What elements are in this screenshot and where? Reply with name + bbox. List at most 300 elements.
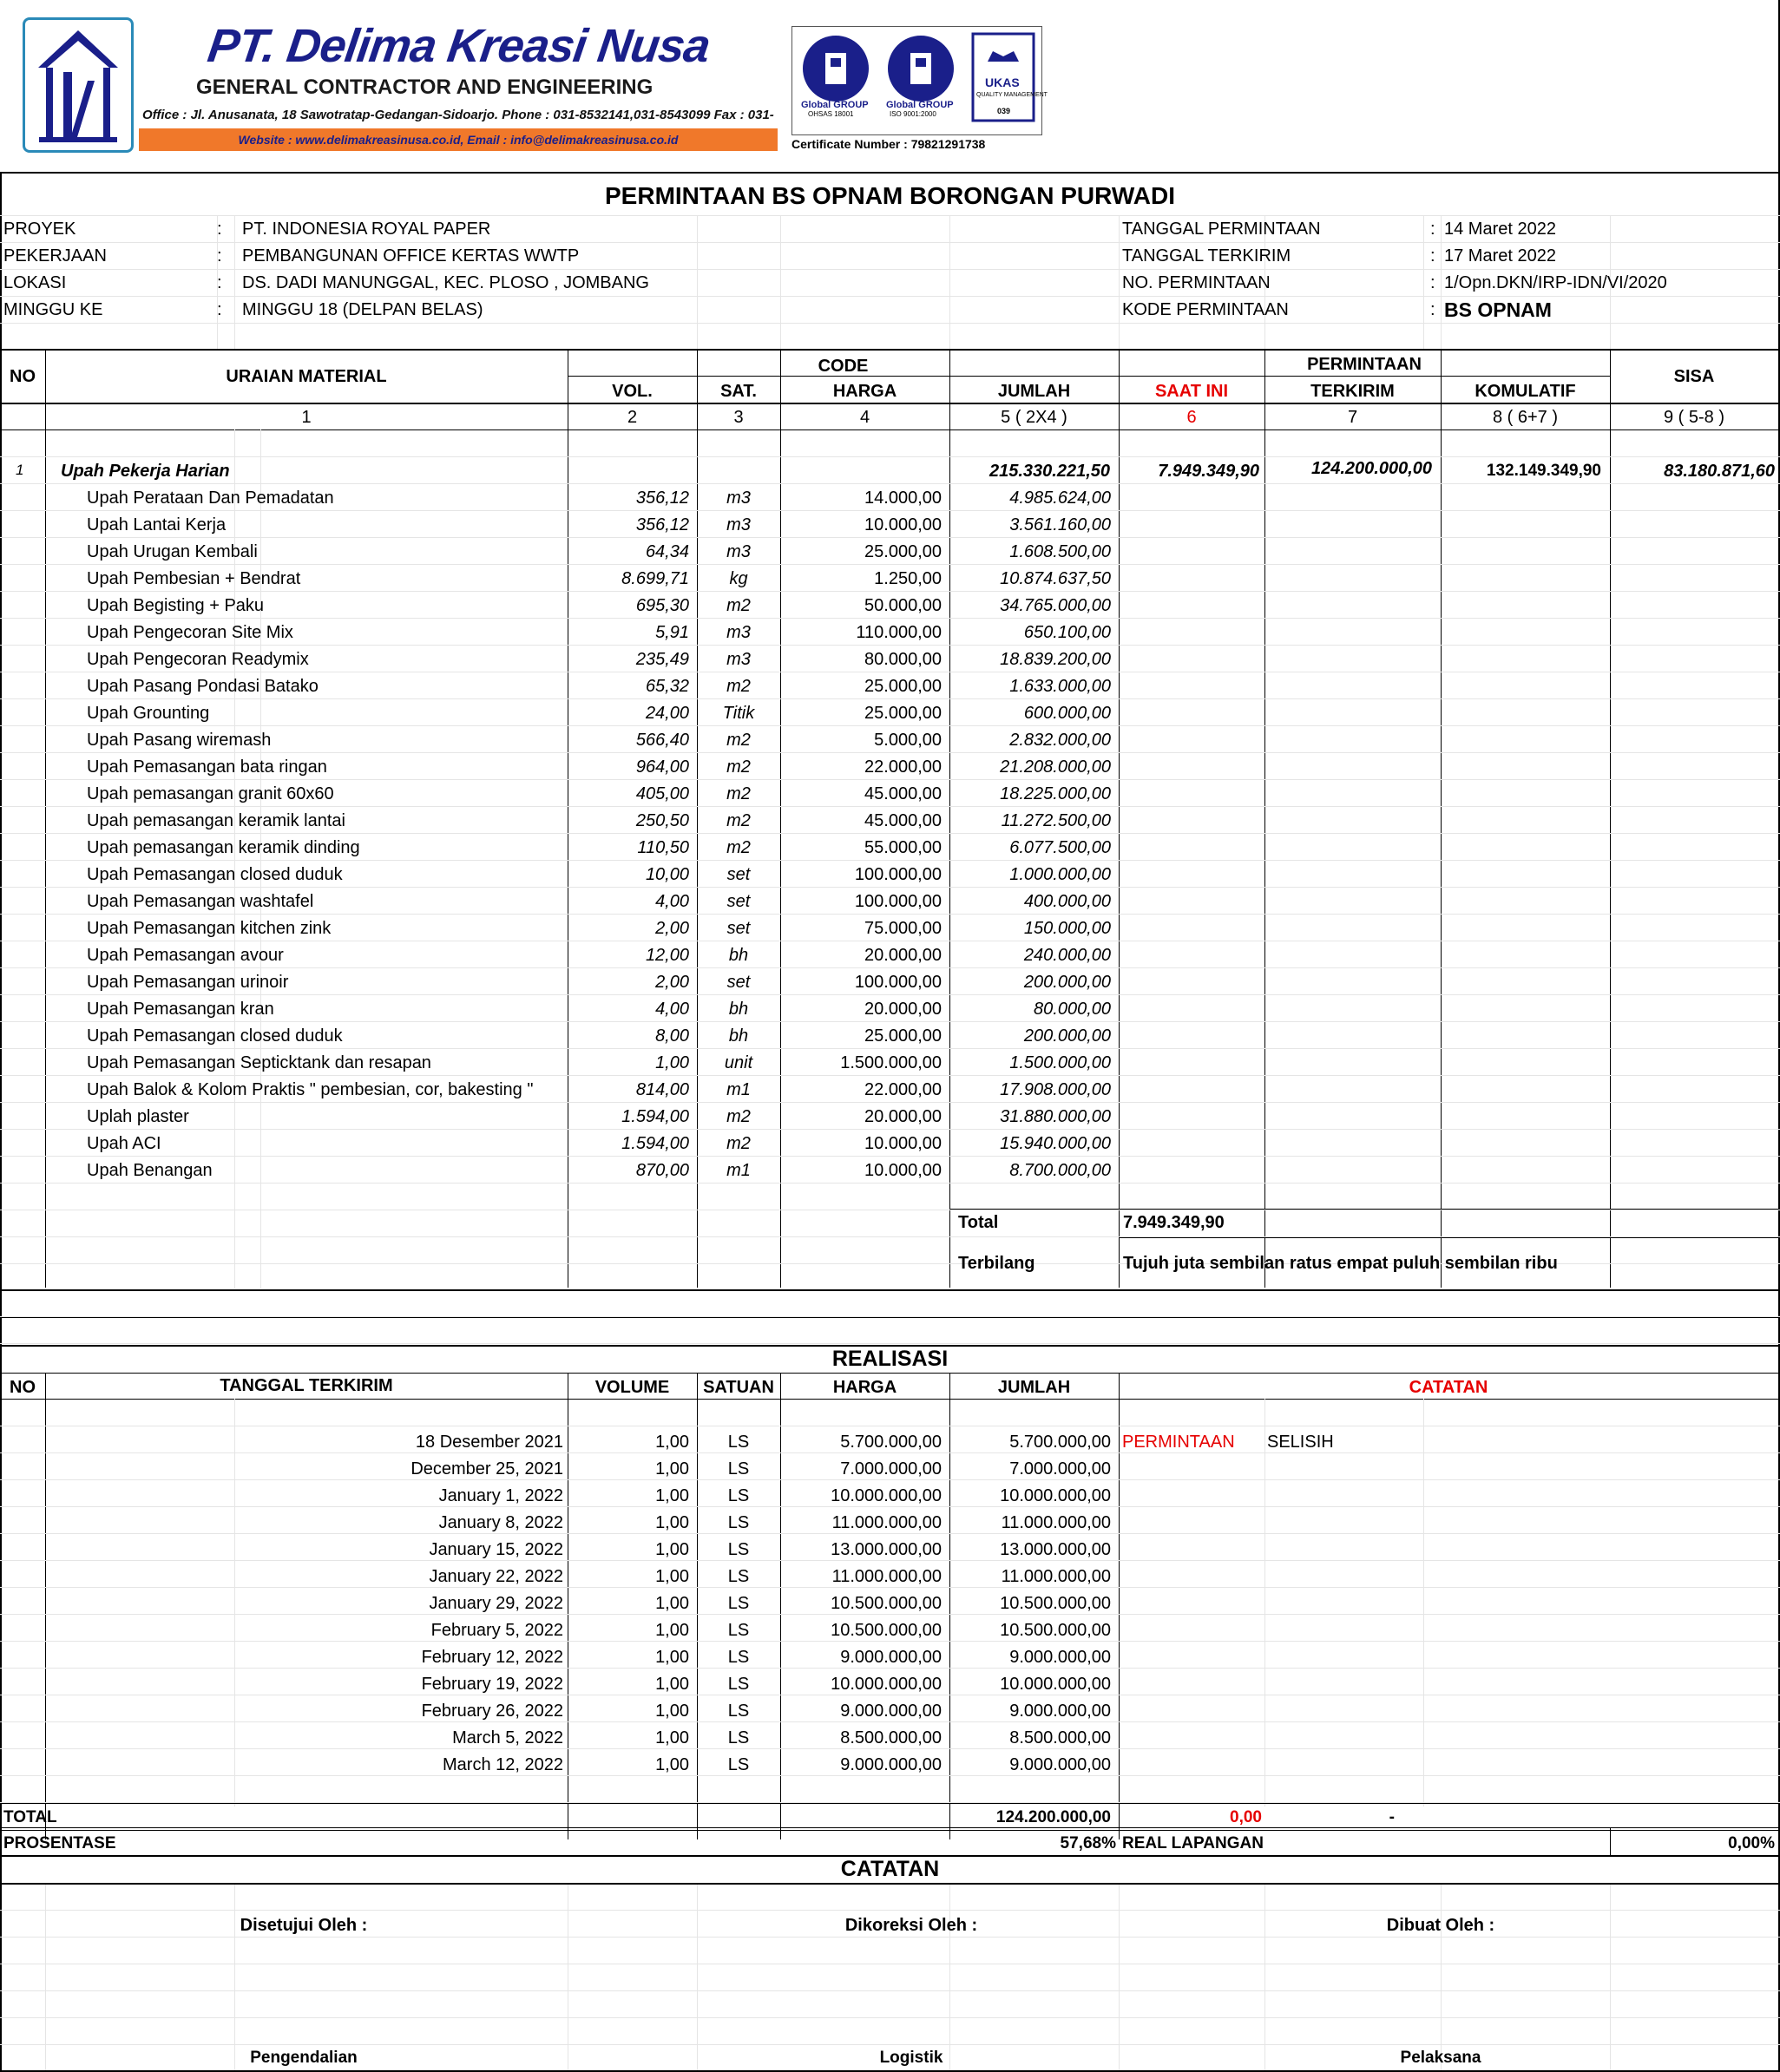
- item-name: Upah pemasangan granit 60x60: [87, 784, 334, 803]
- item-sat: m3: [726, 650, 751, 669]
- signature-vgridline-5: [1119, 1885, 1120, 2070]
- row-gridline: [0, 618, 1780, 619]
- signature-role: Pengendalian: [250, 2049, 358, 2067]
- info-vgridline-1: [234, 215, 235, 349]
- realisasi-col-line-0: [45, 1373, 46, 1839]
- info-value-left: PEMBANGUNAN OFFICE KERTAS WWTP: [242, 246, 580, 266]
- item-vol: 235,49: [635, 650, 689, 669]
- info-gridline-2: [0, 269, 1780, 270]
- row-gridline: [0, 645, 1780, 646]
- realisasi-jumlah: 5.700.000,00: [1009, 1433, 1111, 1452]
- item-harga: 25.000,00: [864, 542, 942, 561]
- item-harga: 25.000,00: [864, 677, 942, 696]
- item-vol: 2,00: [655, 973, 689, 992]
- header-index-1: 1: [301, 408, 312, 427]
- realisasi-jumlah: 7.000.000,00: [1009, 1459, 1111, 1479]
- info-colon-right: :: [1430, 220, 1435, 239]
- info-colon-left: :: [217, 246, 222, 266]
- header-komulatif: KOMULATIF: [1475, 382, 1576, 401]
- realisasi-row-gridline: [0, 1533, 1780, 1534]
- item-sat: m2: [726, 596, 751, 615]
- realisasi-volume: 1,00: [655, 1648, 689, 1667]
- row-gridline: [0, 537, 1780, 538]
- item-jumlah: 1.633.000,00: [1009, 677, 1111, 696]
- item-jumlah: 34.765.000,00: [1000, 596, 1111, 615]
- item-name: Upah Pemasangan urinoir: [87, 973, 289, 992]
- signature-label: Disetujui Oleh :: [240, 1916, 368, 1935]
- catatan-title: CATATAN: [840, 1857, 940, 1881]
- realisasi-jumlah: 9.000.000,00: [1009, 1755, 1111, 1774]
- item-jumlah: 18.839.200,00: [1000, 650, 1111, 669]
- realisasi-jumlah: 10.500.000,00: [1000, 1621, 1111, 1640]
- item-harga: 5.000,00: [874, 731, 942, 750]
- item-harga: 20.000,00: [864, 1000, 942, 1019]
- realisasi-total-permintaan: 0,00: [1230, 1808, 1262, 1826]
- realisasi-header-tanggal: TANGGAL TERKIRIM: [220, 1376, 393, 1395]
- info-label-left: LOKASI: [3, 273, 67, 292]
- realisasi-jumlah: 10.000.000,00: [1000, 1486, 1111, 1505]
- item-sat: set: [726, 892, 751, 911]
- row-gridline: [0, 914, 1780, 915]
- header-index-7: 7: [1347, 408, 1358, 427]
- realisasi-row-gridline: [0, 1775, 1780, 1776]
- realisasi-satuan: LS: [727, 1755, 750, 1774]
- signature-vgridline-4: [949, 1885, 950, 2070]
- item-vol: 65,32: [645, 677, 689, 696]
- item-name: Upah Pemasangan closed duduk: [87, 865, 343, 884]
- item-harga: 10.000,00: [864, 1161, 942, 1180]
- item-jumlah: 1.500.000,00: [1009, 1053, 1111, 1072]
- item-vol: 64,34: [645, 542, 689, 561]
- item-name: Upah pemasangan keramik dinding: [87, 838, 360, 857]
- header-vol: VOL.: [612, 382, 653, 401]
- item-sat: m2: [726, 677, 751, 696]
- frame-left: [0, 174, 2, 2072]
- item-harga: 25.000,00: [864, 1026, 942, 1046]
- info-value-left: MINGGU 18 (DELPAN BELAS): [242, 300, 483, 319]
- item-sat: m3: [726, 623, 751, 642]
- realisasi-volume: 1,00: [655, 1755, 689, 1774]
- realisasi-harga: 11.000.000,00: [831, 1513, 942, 1532]
- item-sat: m3: [726, 542, 751, 561]
- item-jumlah: 200.000,00: [1023, 973, 1111, 992]
- prosentase-top-2: [0, 1830, 1780, 1831]
- realisasi-volume: 1,00: [655, 1540, 689, 1559]
- item-jumlah: 1.608.500,00: [1009, 542, 1111, 561]
- index-row-bottom: [0, 429, 1780, 430]
- realisasi-volume: 1,00: [655, 1486, 689, 1505]
- group-jumlah: 215.330.221,50: [989, 462, 1110, 481]
- item-sat: m3: [726, 515, 751, 534]
- realisasi-row-gridline: [0, 1587, 1780, 1588]
- realisasi-total-top: [0, 1803, 1780, 1804]
- cert-logo1-text: Global GROUP: [801, 100, 869, 110]
- group-komulatif: 132.149.349,90: [1486, 462, 1601, 480]
- terbilang-label: Terbilang: [958, 1254, 1035, 1273]
- realisasi-row-gridline: [0, 1614, 1780, 1615]
- group-terkirim: 124.200.000,00: [1310, 459, 1432, 478]
- item-vol: 870,00: [635, 1161, 689, 1180]
- info-label-left: PEKERJAAN: [3, 246, 107, 266]
- item-sat: m1: [726, 1080, 751, 1099]
- item-jumlah: 6.077.500,00: [1009, 838, 1111, 857]
- info-value-right: BS OPNAM: [1444, 298, 1552, 321]
- realisasi-harga: 5.700.000,00: [840, 1433, 942, 1452]
- info-value-right: 1/Opn.DKN/IRP-IDN/VI/2020: [1444, 273, 1667, 292]
- item-vol: 566,40: [635, 731, 689, 750]
- item-name: Upah Pengecoran Readymix: [87, 650, 309, 669]
- item-jumlah: 17.908.000,00: [1000, 1080, 1111, 1099]
- realisasi-volume: 1,00: [655, 1594, 689, 1613]
- material-col-line-0: [45, 349, 46, 1288]
- signature-vgridline-1: [234, 1885, 235, 2070]
- realisasi-jumlah: 10.000.000,00: [1000, 1675, 1111, 1694]
- item-vol: 356,12: [635, 515, 689, 534]
- item-jumlah: 150.000,00: [1023, 919, 1111, 938]
- item-harga: 20.000,00: [864, 946, 942, 965]
- permintaan-subheader-line: [1119, 376, 1610, 377]
- item-sat: m2: [726, 784, 751, 803]
- info-value-left: PT. INDONESIA ROYAL PAPER: [242, 220, 491, 239]
- signature-role: Pelaksana: [1400, 2049, 1481, 2067]
- item-harga: 1.500.000,00: [840, 1053, 942, 1072]
- item-sat: m2: [726, 731, 751, 750]
- row-gridline: [0, 698, 1780, 699]
- material-col-line-6: [1264, 349, 1265, 1288]
- certification-logos: [791, 26, 1048, 135]
- header-index-8: 8 ( 6+7 ): [1492, 408, 1559, 427]
- item-vol: 12,00: [645, 946, 689, 965]
- item-harga: 25.000,00: [864, 704, 942, 723]
- item-name: Upah Pemasangan washtafel: [87, 892, 314, 911]
- item-sat: m3: [726, 488, 751, 508]
- item-name: Upah Pengecoran Site Mix: [87, 623, 293, 642]
- realisasi-satuan: LS: [727, 1567, 750, 1586]
- info-label-right: KODE PERMINTAAN: [1122, 300, 1289, 319]
- row-gridline: [0, 1048, 1780, 1049]
- item-harga: 80.000,00: [864, 650, 942, 669]
- info-value-right: 14 Maret 2022: [1444, 220, 1556, 239]
- item-jumlah: 80.000,00: [1034, 1000, 1111, 1019]
- item-harga: 100.000,00: [854, 865, 942, 884]
- realisasi-tanggal: January 22, 2022: [429, 1567, 563, 1586]
- realisasi-jumlah: 9.000.000,00: [1009, 1648, 1111, 1667]
- item-jumlah: 31.880.000,00: [1000, 1107, 1111, 1126]
- signature-gridline: [0, 2017, 1780, 2018]
- item-vol: 964,00: [635, 757, 689, 777]
- item-vol: 2,00: [655, 919, 689, 938]
- item-harga: 110.000,00: [856, 623, 942, 642]
- realisasi-jumlah: 13.000.000,00: [1000, 1540, 1111, 1559]
- item-sat: m2: [726, 838, 751, 857]
- header-index-6: 6: [1186, 408, 1197, 427]
- info-vgridline-4: [949, 215, 950, 349]
- item-vol: 110,50: [637, 838, 689, 857]
- header-permintaan: PERMINTAAN: [1307, 355, 1422, 374]
- realisasi-satuan: LS: [727, 1513, 750, 1532]
- item-name: Upah Begisting + Paku: [87, 596, 265, 615]
- header-harga: HARGA: [832, 382, 897, 401]
- item-vol: 356,12: [635, 488, 689, 508]
- item-name: Upah Pemasangan bata ringan: [87, 757, 327, 777]
- uraian-sub-gridline-1: [260, 429, 261, 1288]
- realisasi-harga: 10.500.000,00: [831, 1621, 942, 1640]
- item-jumlah: 18.225.000,00: [1000, 784, 1111, 803]
- cert-logo3-sub: QUALITY MANAGEMENT: [976, 92, 1048, 98]
- realisasi-volume: 1,00: [655, 1621, 689, 1640]
- signature-label: Dikoreksi Oleh :: [844, 1916, 978, 1935]
- realisasi-harga: 10.000.000,00: [831, 1675, 942, 1694]
- realisasi-tanggal: January 15, 2022: [429, 1540, 563, 1559]
- item-jumlah: 15.940.000,00: [1000, 1134, 1111, 1153]
- item-vol: 8,00: [655, 1026, 689, 1046]
- item-vol: 405,00: [635, 784, 689, 803]
- info-value-left: DS. DADI MANUNGGAL, KEC. PLOSO , JOMBANG: [242, 273, 649, 292]
- header-index-4: 4: [859, 408, 870, 427]
- item-harga: 22.000,00: [864, 1080, 942, 1099]
- item-jumlah: 1.000.000,00: [1009, 865, 1111, 884]
- row-gridline: [0, 1156, 1780, 1157]
- item-sat: set: [726, 919, 751, 938]
- realisasi-satuan: LS: [727, 1675, 750, 1694]
- item-sat: m1: [726, 1161, 751, 1180]
- signature-label: Dibuat Oleh :: [1386, 1916, 1495, 1935]
- realisasi-satuan: LS: [727, 1486, 750, 1505]
- realisasi-tanggal: February 12, 2022: [421, 1648, 563, 1667]
- item-name: Upah Pemasangan closed duduk: [87, 1026, 343, 1046]
- row-gridline: [0, 725, 1780, 726]
- realisasi-satuan: LS: [727, 1728, 750, 1747]
- realisasi-jumlah: 10.500.000,00: [1000, 1594, 1111, 1613]
- info-vgridline-8: [1441, 215, 1442, 349]
- info-label-right: NO. PERMINTAAN: [1122, 273, 1271, 292]
- realisasi-tanggal: January 29, 2022: [429, 1594, 563, 1613]
- info-colon-right: :: [1430, 300, 1435, 319]
- item-harga: 55.000,00: [864, 838, 942, 857]
- signature-gridline: [0, 1910, 1780, 1911]
- realisasi-volume: 1,00: [655, 1702, 689, 1721]
- item-sat: bh: [728, 1026, 749, 1046]
- signature-vgridline-7: [1441, 1885, 1442, 2070]
- prosentase-top: [0, 1827, 1780, 1828]
- row-gridline: [0, 1183, 1780, 1184]
- row-gridline: [0, 994, 1780, 995]
- realisasi-header-no: NO: [10, 1378, 36, 1397]
- item-jumlah: 4.985.624,00: [1009, 488, 1111, 508]
- realisasi-volume: 1,00: [655, 1567, 689, 1586]
- realisasi-volume: 1,00: [655, 1513, 689, 1532]
- realisasi-note-selisih: SELISIH: [1267, 1433, 1334, 1452]
- realisasi-row-gridline: [0, 1506, 1780, 1507]
- prosentase-value: 57,68%: [1060, 1834, 1116, 1852]
- item-sat: set: [726, 865, 751, 884]
- row-gridline: [0, 806, 1780, 807]
- realisasi-satuan: LS: [727, 1433, 750, 1452]
- info-colon-right: :: [1430, 246, 1435, 266]
- item-vol: 8.699,71: [621, 569, 689, 588]
- realisasi-row-gridline: [0, 1560, 1780, 1561]
- item-harga: 45.000,00: [864, 811, 942, 830]
- signature-gridline: [0, 1937, 1780, 1938]
- realisasi-row-gridline: [0, 1641, 1780, 1642]
- realisasi-jumlah: 11.000.000,00: [1001, 1567, 1111, 1586]
- item-vol: 250,50: [635, 811, 689, 830]
- realisasi-header-catatan: CATATAN: [1409, 1378, 1488, 1397]
- group-sisa: 83.180.871,60: [1664, 462, 1775, 481]
- certificate-number: Certificate Number : 79821291738: [791, 137, 986, 151]
- realisasi-total-jumlah: 124.200.000,00: [995, 1808, 1111, 1826]
- realisasi-jumlah: 11.000.000,00: [1001, 1513, 1111, 1532]
- item-name: Upah Pemasangan kitchen zink: [87, 919, 332, 938]
- realisasi-sub-gridline: [234, 1399, 235, 1806]
- realisasi-row-gridline: [0, 1668, 1780, 1669]
- item-vol: 1.594,00: [621, 1107, 689, 1126]
- item-name: Upah Grounting: [87, 704, 210, 723]
- page-title: PERMINTAAN BS OPNAM BORONGAN PURWADI: [605, 182, 1175, 209]
- item-vol: 4,00: [655, 1000, 689, 1019]
- row-gridline: [0, 752, 1780, 753]
- item-vol: 1,00: [655, 1053, 689, 1072]
- info-label-left: MINGGU KE: [3, 300, 103, 319]
- realisasi-total-label: TOTAL: [3, 1808, 57, 1826]
- realisasi-row-gridline: [0, 1452, 1780, 1453]
- row-gridline: [0, 779, 1780, 780]
- realisasi-header-jumlah: JUMLAH: [997, 1378, 1071, 1397]
- item-jumlah: 11.272.500,00: [1001, 811, 1111, 830]
- realisasi-volume: 1,00: [655, 1433, 689, 1452]
- item-name: Upah Pasang Pondasi Batako: [87, 677, 319, 696]
- header-sisa: SISA: [1673, 367, 1715, 386]
- info-colon-left: :: [217, 300, 222, 319]
- item-name: Upah Urugan Kembali: [87, 542, 258, 561]
- item-jumlah: 650.100,00: [1023, 623, 1111, 642]
- frame-top-after-header: [0, 172, 1780, 174]
- row-gridline: [0, 967, 1780, 968]
- header-saat-ini: SAAT INI: [1154, 382, 1229, 401]
- realisasi-tanggal: March 12, 2022: [443, 1755, 563, 1774]
- item-vol: 1.594,00: [621, 1134, 689, 1153]
- item-name: Upah Pembesian + Bendrat: [87, 569, 301, 588]
- realisasi-satuan: LS: [727, 1540, 750, 1559]
- material-table-bottom: [0, 1289, 1780, 1291]
- header-index-9: 9 ( 5-8 ): [1663, 408, 1725, 427]
- realisasi-header-volume: VOLUME: [594, 1378, 670, 1397]
- realisasi-harga: 7.000.000,00: [840, 1459, 942, 1479]
- real-lapangan-label: REAL LAPANGAN: [1122, 1834, 1264, 1852]
- realisasi-harga: 10.000.000,00: [831, 1486, 942, 1505]
- row-gridline: [0, 1102, 1780, 1103]
- catatan-bottom: [0, 1883, 1780, 1885]
- signature-vgridline-0: [45, 1885, 46, 2070]
- realisasi-col-line-5: [1119, 1373, 1120, 1839]
- header-jumlah: JUMLAH: [997, 382, 1071, 401]
- row-gridline: [0, 833, 1780, 834]
- info-vgridline-5: [1119, 215, 1120, 349]
- realisasi-tanggal: January 8, 2022: [438, 1513, 563, 1532]
- item-sat: bh: [728, 946, 749, 965]
- item-vol: 10,00: [645, 865, 689, 884]
- realisasi-tanggal: December 25, 2021: [411, 1459, 563, 1479]
- row-gridline: [0, 1129, 1780, 1130]
- info-label-left: PROYEK: [3, 220, 76, 239]
- realisasi-header-bottom: [0, 1399, 1780, 1400]
- realisasi-row-gridline: [0, 1479, 1780, 1480]
- group-no: 1: [16, 462, 24, 478]
- realisasi-catatan-gridline-0: [1264, 1399, 1265, 1806]
- item-name: Upah Pasang wiremash: [87, 731, 272, 750]
- info-gridline-4: [0, 323, 1780, 324]
- row-gridline: [0, 564, 1780, 565]
- info-colon-left: :: [217, 220, 222, 239]
- item-sat: Titik: [722, 704, 755, 723]
- realisasi-total-selisih: -: [1389, 1808, 1395, 1826]
- item-name: Uplah plaster: [87, 1107, 189, 1126]
- cert-logo3-text: UKAS: [985, 75, 1020, 89]
- table-header-bottom: [0, 403, 1780, 404]
- cert-logo1-sub: OHSAS 18001: [808, 110, 854, 118]
- header-index-2: 2: [627, 408, 638, 427]
- info-gridline-3: [0, 296, 1780, 297]
- realisasi-tanggal: 18 Desember 2021: [415, 1433, 563, 1452]
- header-sat: SAT.: [720, 382, 757, 401]
- item-harga: 10.000,00: [864, 1134, 942, 1153]
- row-gridline: [0, 1075, 1780, 1076]
- material-col-line-8: [1610, 349, 1611, 1288]
- total-label: Total: [958, 1213, 999, 1232]
- group-name: Upah Pekerja Harian: [61, 462, 230, 481]
- realisasi-harga: 10.500.000,00: [831, 1594, 942, 1613]
- item-vol: 5,91: [655, 623, 689, 642]
- realisasi-title: REALISASI: [831, 1347, 949, 1371]
- realisasi-satuan: LS: [727, 1648, 750, 1667]
- item-name: Upah Pemasangan kran: [87, 1000, 274, 1019]
- info-label-right: TANGGAL TERKIRIM: [1122, 246, 1291, 266]
- realisasi-volume: 1,00: [655, 1459, 689, 1479]
- row-gridline: [0, 456, 1780, 457]
- item-sat: m2: [726, 757, 751, 777]
- spacer-gridline-2: [0, 1343, 1780, 1344]
- item-harga: 10.000,00: [864, 515, 942, 534]
- company-logo: [23, 17, 134, 153]
- realisasi-tanggal: February 26, 2022: [421, 1702, 563, 1721]
- item-sat: kg: [729, 569, 748, 588]
- realisasi-header-top: [0, 1373, 1780, 1374]
- realisasi-harga: 8.500.000,00: [840, 1728, 942, 1747]
- row-gridline: [0, 591, 1780, 592]
- info-gridline-1: [0, 242, 1780, 243]
- realisasi-jumlah: 9.000.000,00: [1009, 1702, 1111, 1721]
- item-sat: m2: [726, 1134, 751, 1153]
- item-vol: 814,00: [635, 1080, 689, 1099]
- realisasi-tanggal: February 19, 2022: [421, 1675, 563, 1694]
- total-top-line: [949, 1209, 1778, 1210]
- realisasi-jumlah: 8.500.000,00: [1009, 1728, 1111, 1747]
- item-name: Upah Perataan Dan Pemadatan: [87, 488, 334, 508]
- realisasi-harga: 11.000.000,00: [831, 1567, 942, 1586]
- prosentase-label: PROSENTASE: [3, 1834, 116, 1852]
- realisasi-volume: 1,00: [655, 1728, 689, 1747]
- spacer-line: [0, 1317, 1780, 1318]
- signature-vgridline-8: [1610, 1885, 1611, 2070]
- item-harga: 100.000,00: [854, 892, 942, 911]
- realisasi-satuan: LS: [727, 1594, 750, 1613]
- terbilang-value: Tujuh juta sembilan ratus empat puluh sembilan ribu: [1123, 1254, 1558, 1273]
- item-vol: 695,30: [635, 596, 689, 615]
- realisasi-row-gridline: [0, 1721, 1780, 1722]
- material-col-line-5: [1119, 349, 1120, 1288]
- realisasi-row-gridline: [0, 1748, 1780, 1749]
- item-jumlah: 600.000,00: [1023, 704, 1111, 723]
